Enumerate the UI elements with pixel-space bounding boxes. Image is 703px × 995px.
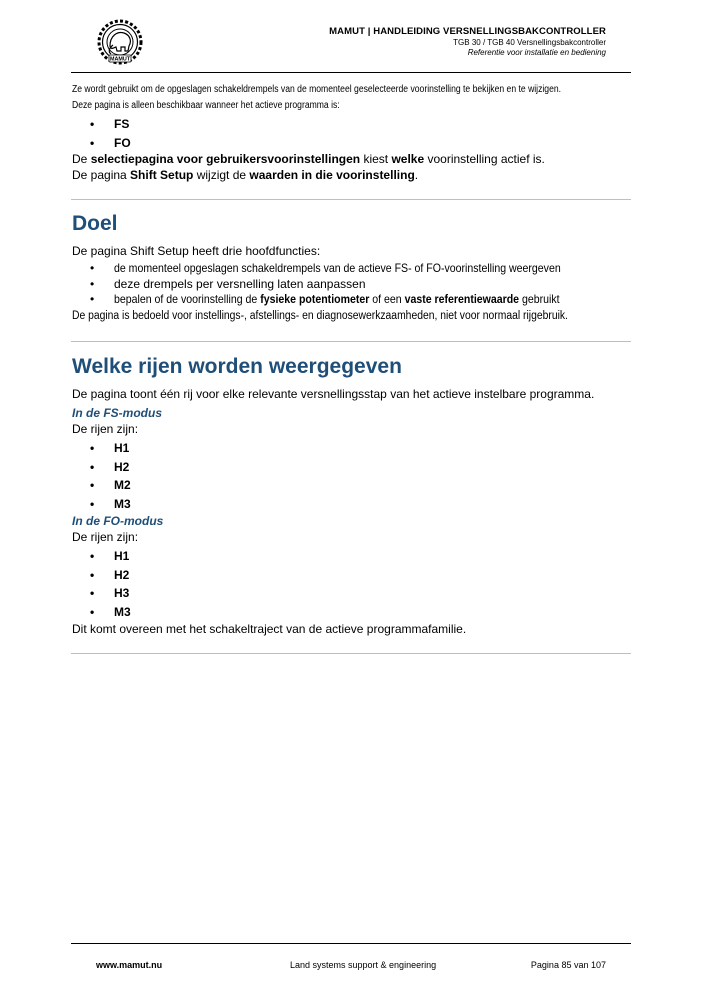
- list-item: • H1: [72, 547, 632, 566]
- list-item: • deze drempels per versnelling laten aanpassen: [72, 277, 632, 293]
- fo-row-list: [72, 547, 632, 621]
- list-item: • FO: [72, 134, 632, 153]
- header-subtitle: TGB 30 / TGB 40 Versnellingsbakcontroller: [453, 38, 606, 47]
- mamut-logo: [95, 18, 145, 66]
- list-item: • H2: [72, 566, 632, 585]
- list-item: • H1: [72, 439, 632, 458]
- logo-text: MAMUT: [109, 56, 131, 63]
- section-heading-doel: Doel: [72, 212, 118, 235]
- header-subtitle-2: Referentie voor installatie en bediening: [467, 48, 606, 57]
- program-list: [72, 115, 632, 152]
- section-separator: [71, 653, 631, 654]
- fs-row-list: [72, 439, 632, 513]
- footer-center: Land systems support & engineering: [290, 960, 437, 970]
- list-item: • FS: [72, 115, 632, 134]
- rows-closing: Dit komt overeen met het schakeltraject van de actieve programmafamilie.: [72, 622, 467, 636]
- header-title: MAMUT | HANDLEIDING VERSNELLINGSBAKCONTROLLER: [329, 26, 606, 37]
- function-list: [72, 261, 632, 308]
- header-rule: [71, 72, 631, 73]
- page-content: [72, 82, 632, 183]
- section-rows: [72, 354, 632, 637]
- list-item: • M3: [72, 495, 632, 514]
- list-item: • M2: [72, 476, 632, 495]
- page-header: [329, 26, 606, 58]
- doel-lead: De pagina Shift Setup heeft drie hoofdfuncties:: [72, 244, 321, 258]
- section-heading-rows: Welke rijen worden weergegeven: [72, 355, 402, 378]
- footer-page-number: Pagina 85 van 107: [530, 960, 606, 970]
- list-item: • H3: [72, 584, 632, 603]
- intro-paragraph-4: De pagina Shift Setup wijzigt de waarden in die voorinstelling.: [72, 168, 419, 182]
- intro-line-2: Deze pagina is alleen beschikbaar wanneer het actieve programma is:: [72, 100, 340, 111]
- fs-mode-lead: De rijen zijn:: [72, 422, 139, 436]
- list-item: • H2: [72, 458, 632, 477]
- fs-mode-heading: In de FS-modus: [72, 406, 162, 420]
- intro-line-1: Ze wordt gebruikt om de opgeslagen schakeldrempels van de momenteel geselecteerde voorinstelling te bekijken en te wijzigen.: [72, 84, 562, 95]
- list-item: • M3: [72, 603, 632, 622]
- section-doel: [72, 211, 632, 324]
- list-item: • bepalen of de voorinstelling de fysieke potentiometer of een vaste referentiewaarde gebruikt: [72, 292, 632, 308]
- doel-note: De pagina is bedoeld voor instellings-, afstellings- en diagnosewerkzaamheden, niet voor normaal rijgebruik.: [72, 309, 568, 322]
- list-item: • de momenteel opgeslagen schakeldrempels van de actieve FS- of FO-voorinstelling weergeven: [72, 261, 632, 277]
- footer-website: www.mamut.nu: [96, 960, 163, 970]
- fo-mode-heading: In de FO-modus: [72, 514, 164, 528]
- intro-paragraph-3: De selectiepagina voor gebruikersvoorinstellingen kiest welke voorinstelling actief is.: [72, 152, 545, 166]
- fo-mode-lead: De rijen zijn:: [72, 530, 139, 544]
- section-separator: [71, 199, 631, 200]
- section-separator: [71, 341, 631, 342]
- rows-lead: De pagina toont één rij voor elke relevante versnellingsstap van het actieve instelbare programma.: [72, 387, 595, 401]
- footer-rule: [71, 943, 631, 944]
